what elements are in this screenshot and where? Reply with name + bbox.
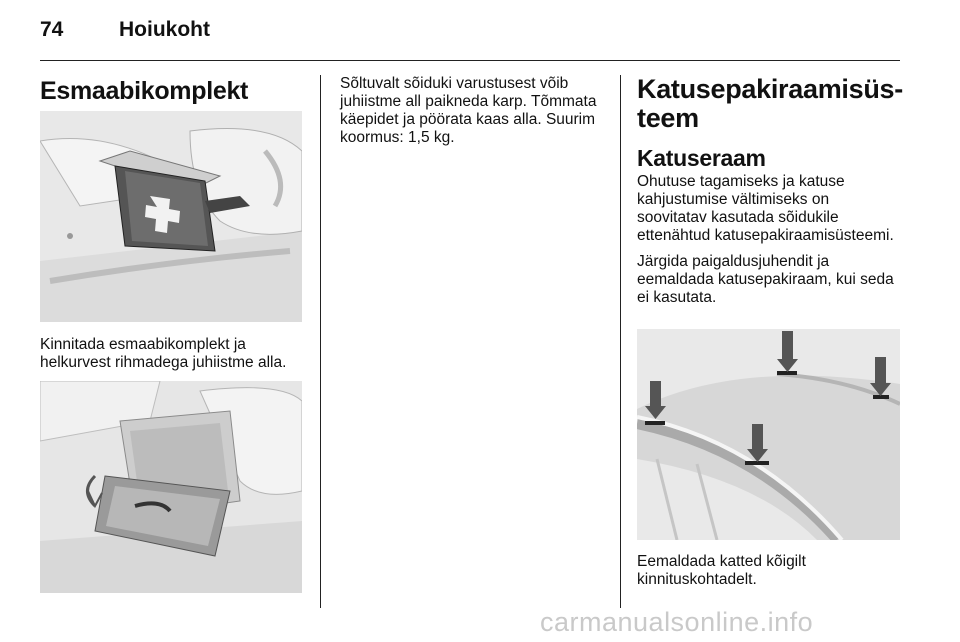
roof-rack-safety-paragraph: Ohutuse tagamiseks ja katuse kahjustumise vältimiseks on soovitatav kasutada sõidukile ettenähtud katusepakiraamisüsteemi. — [637, 173, 894, 244]
column-2 — [340, 75, 605, 155]
column-3 — [637, 75, 902, 315]
first-aid-caption-block — [40, 336, 310, 380]
roof-rack-caption-block — [637, 553, 902, 597]
section-title-roof-rack-line1: Katusepakiraamisüs- — [637, 74, 903, 104]
column-divider-2 — [620, 75, 621, 608]
column-divider-1 — [320, 75, 321, 608]
storage-box-paragraph: Sõltuvalt sõiduki varustusest võib juhiistme all paikneda karp. Tõmmata käepidet ja pöörata kaas alla. Suurim koormus: 1,5 kg. — [340, 75, 597, 146]
first-aid-kit-illustration — [40, 111, 302, 322]
watermark: carmanualsonline.info — [540, 607, 814, 637]
section-title-roof-rack-line2: teem — [637, 103, 699, 133]
chapter-title: Hoiukoht — [119, 18, 210, 41]
subsection-title-roof-rack: Katuseraam — [637, 145, 766, 171]
section-title-first-aid: Esmaabikomplekt — [40, 77, 249, 105]
storage-box-illustration — [40, 381, 302, 593]
header-rule — [40, 60, 900, 61]
roof-rack-instructions-paragraph: Järgida paigaldusjuhendit ja eemaldada katusepakiraam, kui seda ei kasutata. — [637, 253, 894, 306]
first-aid-caption: Kinnitada esmaabikomplekt ja helkurvest rihmadega juhiistme alla. — [40, 336, 287, 371]
page-number: 74 — [40, 18, 64, 41]
roof-rack-mounting-points-illustration — [637, 329, 900, 540]
column-1 — [40, 75, 310, 105]
roof-rack-caption: Eemaldada katted kõigilt kinnituskohtadelt. — [637, 553, 806, 588]
